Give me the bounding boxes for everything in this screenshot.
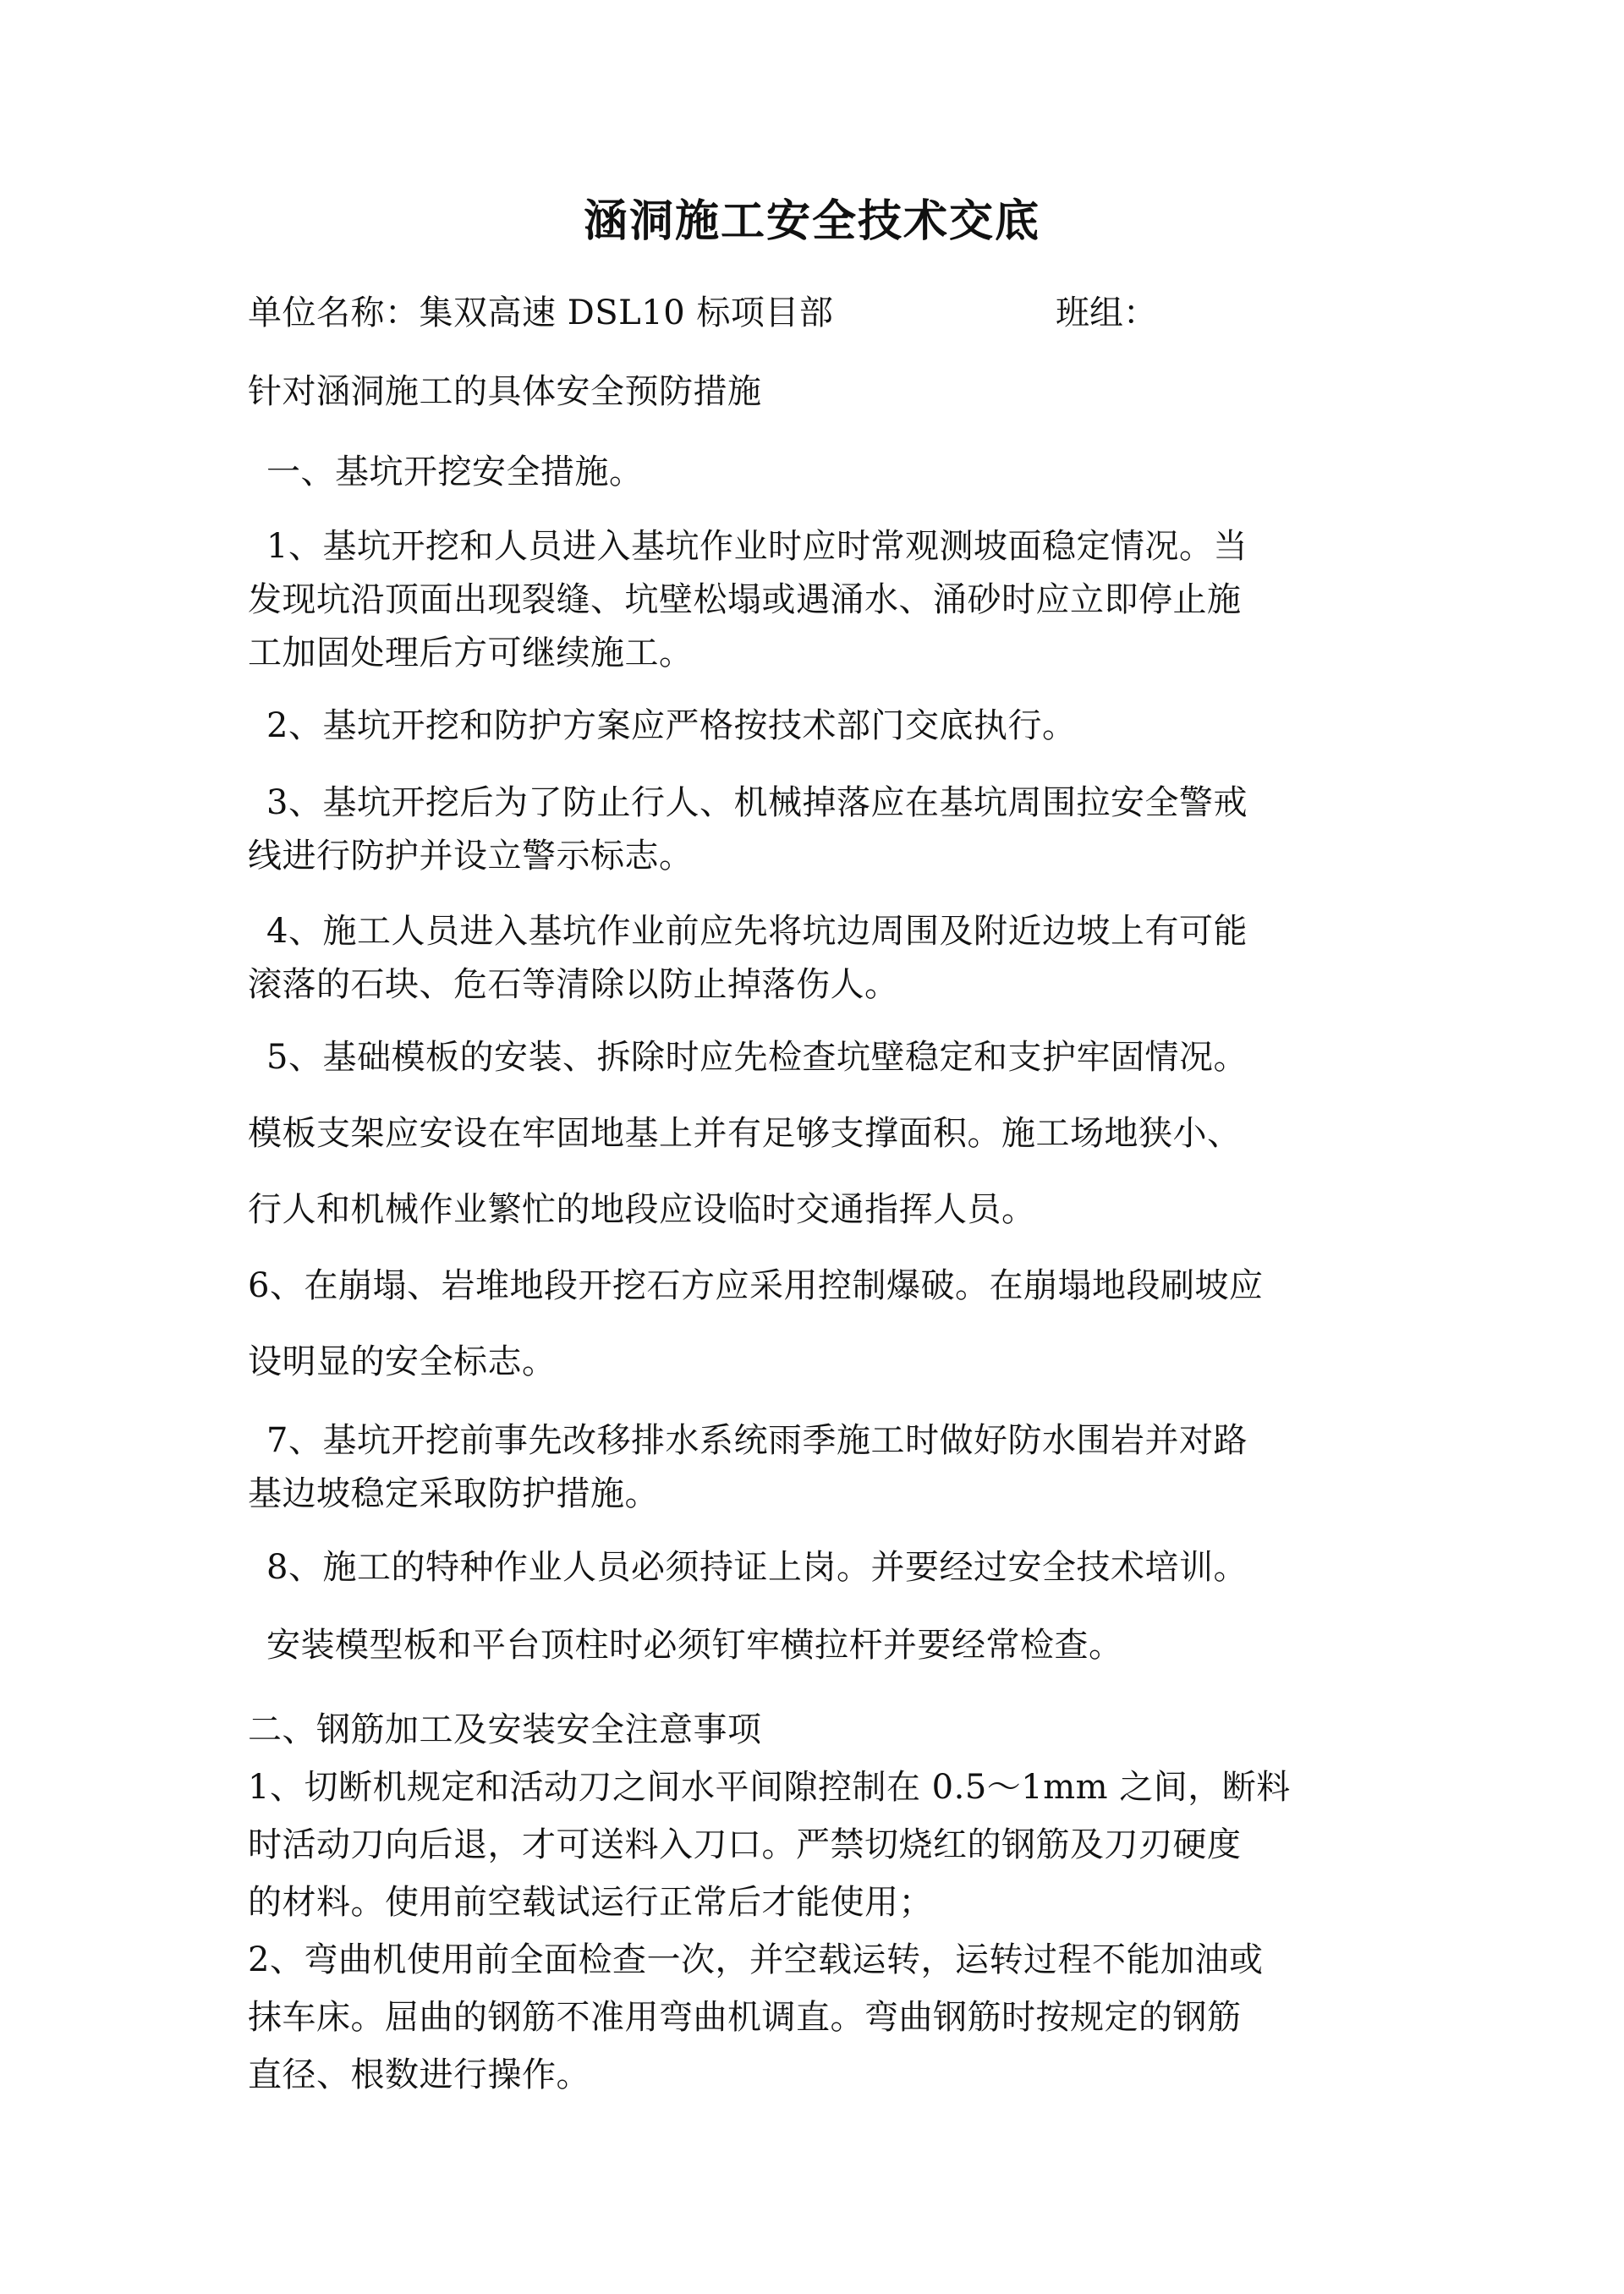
section1-item6-line1: 6、在崩塌、岩堆地段开挖石方应采用控制爆破。在崩塌地段刷坡应 [248, 1266, 1264, 1305]
section2-item1-line3: 的材料。使用前空载试运行正常后才能使用； [248, 1883, 933, 1922]
section1-item4-line1: 4、施工人员进入基坑作业前应先将坑边周围及附近边坡上有可能 [266, 912, 1248, 951]
section1-item3-line1: 3、基坑开挖后为了防止行人、机械掉落应在基坑周围拉安全警戒 [266, 783, 1248, 822]
section1-item4-line2: 滚落的石块、危石等清除以防止掉落伤人。 [248, 965, 899, 1004]
section2-item2-line2: 抹车床。屈曲的钢筋不准用弯曲机调直。弯曲钢筋时按规定的钢筋 [248, 1998, 1242, 2037]
section1-item5-line2: 模板支架应安设在牢固地基上并有足够支撑面积。施工场地狭小、 [248, 1114, 1242, 1153]
section2-item1-line2: 时活动刀向后退，才可送料入刀口。严禁切烧红的钢筋及刀刃硬度 [248, 1825, 1242, 1864]
intro-line: 针对涵洞施工的具体安全预防措施 [248, 372, 762, 411]
section1-item1-line2: 发现坑沿顶面出现裂缝、坑壁松塌或遇涌水、涌砂时应立即停止施 [248, 580, 1242, 619]
section1-item2-line1: 2、基坑开挖和防护方案应严格按技术部门交底执行。 [266, 706, 1077, 745]
section1-item5-line3: 行人和机械作业繁忙的地段应设临时交通指挥人员。 [248, 1190, 1036, 1229]
section1-item6-line2: 设明显的安全标志。 [248, 1342, 557, 1381]
section1-item5-line1: 5、基础模板的安装、拆除时应先检查坑壁稳定和支护牢固情况。 [266, 1038, 1248, 1077]
section1-item7-line1: 7、基坑开挖前事先改移排水系统雨季施工时做好防水围岩并对路 [266, 1421, 1248, 1460]
section1-item1-line3: 工加固处理后方可继续施工。 [248, 634, 694, 672]
group-label: 班组： [1056, 294, 1157, 332]
section1-item7-line2: 基边坡稳定采取防护措施。 [248, 1474, 659, 1513]
section2-item1-line1: 1、切断机规定和活动刀之间水平间隙控制在 0.5～1mm 之间，断料 [248, 1768, 1291, 1807]
section2-heading: 二、钢筋加工及安装安全注意事项 [248, 1710, 762, 1749]
section2-item2-line1: 2、弯曲机使用前全面检查一次，并空载运转，运转过程不能加油或 [248, 1940, 1264, 1979]
section1-item3-line2: 线进行防护并设立警示标志。 [248, 837, 694, 875]
section1-heading: 一、基坑开挖安全措施。 [266, 453, 644, 491]
section1-item8-line2: 安装模型板和平台顶柱时必须钉牢横拉杆并要经常检查。 [266, 1626, 1123, 1665]
document-title: 涵洞施工安全技术交底 [583, 195, 1040, 247]
section1-item1-line1: 1、基坑开挖和人员进入基坑作业时应时常观测坡面稳定情况。当 [266, 527, 1248, 566]
section2-item2-line3: 直径、根数进行操作。 [248, 2055, 590, 2094]
section1-item8-line1: 8、施工的特种作业人员必须持证上岗。并要经过安全技术培训。 [266, 1548, 1248, 1587]
unit-name-line: 单位名称：集双高速 DSL10 标项目部 [248, 294, 834, 332]
